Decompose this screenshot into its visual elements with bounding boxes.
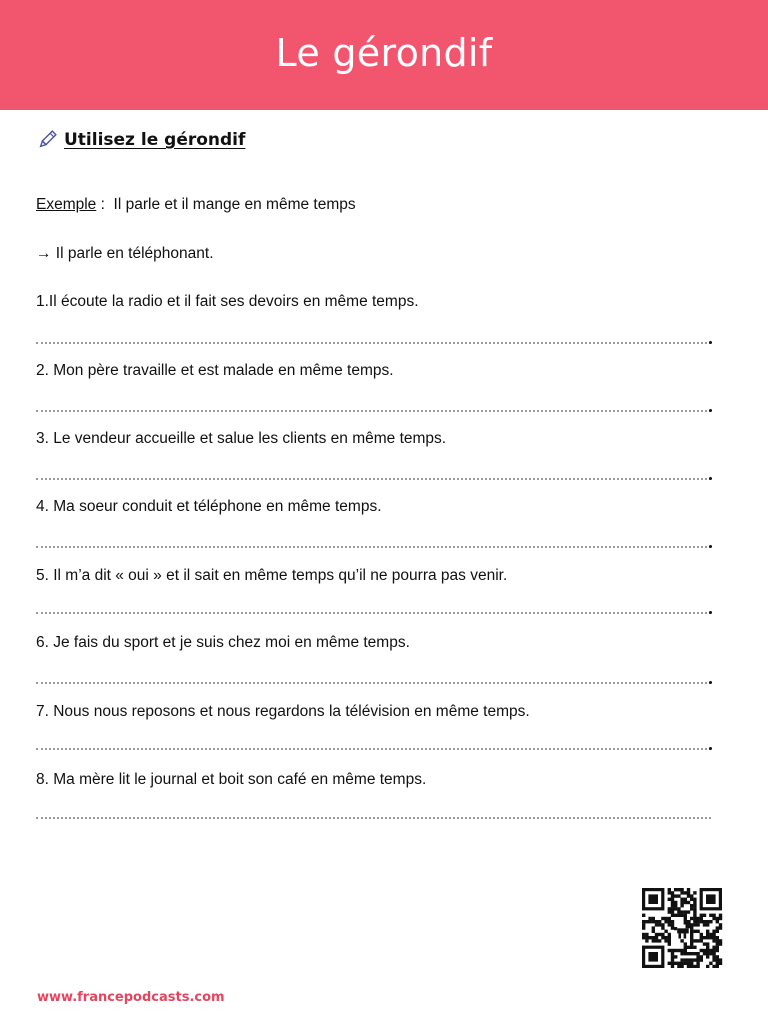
exercise-question: 4. Ma soeur conduit et téléphone en même temps. [36,498,382,515]
pencil-icon [36,129,58,151]
answer-line[interactable] [36,544,711,548]
example-sentence: Il parle et il mange en même temps [113,196,356,213]
exercise-question: 1.Il écoute la radio et il fait ses devoirs en même temps. [36,293,419,310]
answer-line-end-dot [709,747,712,750]
example-line [36,196,356,214]
answer-line[interactable] [36,815,711,819]
answer-line-end-dot [709,611,712,614]
example-answer: → Il parle en téléphonant. [36,245,214,262]
instruction-text: Utilisez le gérondif [64,130,246,150]
exercise-question: 7. Nous nous reposons et nous regardons la télévision en même temps. [36,703,530,720]
exercise-question: 6. Je fais du sport et je suis chez moi en même temps. [36,634,410,651]
answer-line-end-dot [709,409,712,412]
answer-line[interactable] [36,746,711,750]
exercise-question: 5. Il m’a dit « oui » et il sait en même temps qu’il ne pourra pas venir. [36,567,508,584]
footer-link[interactable]: www.francepodcasts.com [37,990,225,1005]
example-separator: : [96,196,114,213]
title-banner [0,0,768,110]
answer-line-end-dot [709,477,712,480]
exercise-question: 3. Le vendeur accueille et salue les clients en même temps. [36,430,447,447]
dinosaur-icon [674,920,691,939]
answer-line[interactable] [36,680,711,684]
exercise-question: 8. Ma mère lit le journal et boit son café en même temps. [36,771,427,788]
answer-line[interactable] [36,408,711,412]
page-title: Le gérondif [275,31,493,75]
answer-line-end-dot [709,341,712,344]
instruction-heading [36,128,245,152]
exercise-question: 2. Mon père travaille et est malade en même temps. [36,362,394,379]
example-label: Exemple [36,196,97,213]
answer-line[interactable] [36,340,711,344]
answer-line[interactable] [36,476,711,480]
answer-line[interactable] [36,610,711,614]
answer-line-end-dot [709,681,712,684]
qr-code-icon [640,888,724,968]
answer-line-end-dot [709,545,712,548]
